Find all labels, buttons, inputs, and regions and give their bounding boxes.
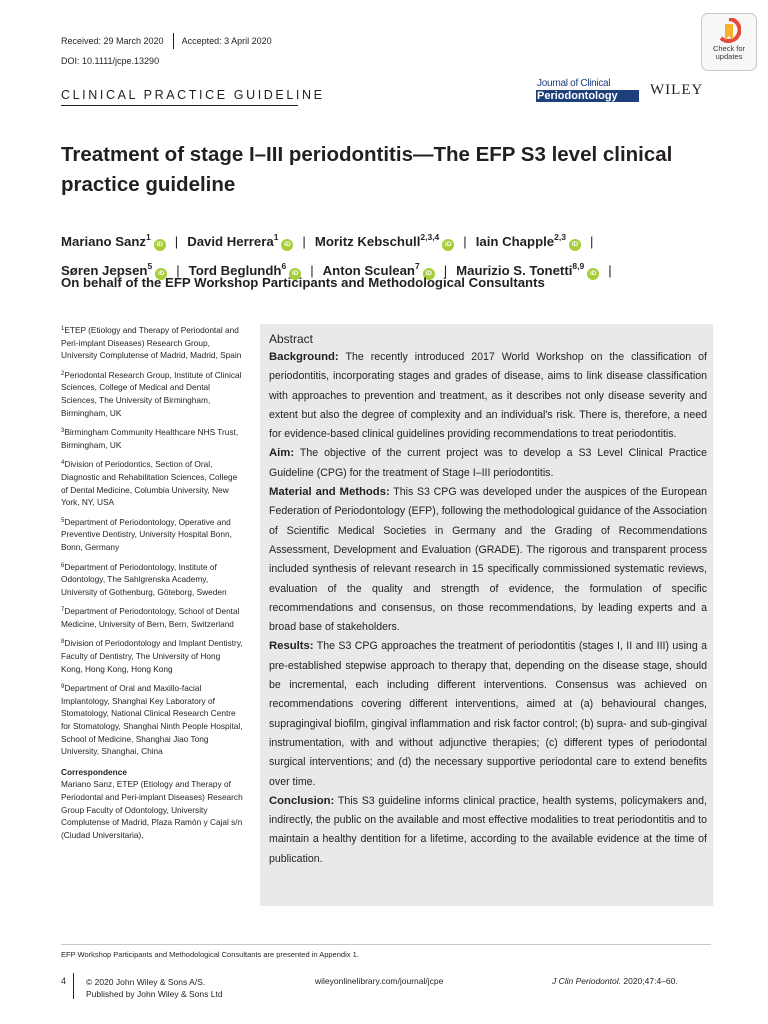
abstract-methods: Material and Methods: This S3 CPG was developed under the auspices of the European Federation of Periodontology (EFP), following the methodological guidance of the Association of Scientific Medical Societies in Germany and the Grading of Recommendations Assessment, Development and Evaluation (GRADE). The rigorous and transparent process included synthesis of relevant research in 15 specifically commissioned systematic reviews, evaluation of the quality and strength of evidence, the formulation of specific recommendations and consensus, on those recommendations, by leading experts and a broad base of stakeholders. [269,486,707,634]
abstract-box [260,324,713,906]
copyright: © 2020 John Wiley & Sons A/S. Published by John Wiley & Sons Ltd [86,977,223,999]
citation: J Clin Periodontol. 2020;47:4–60. [552,976,678,986]
abstract-aim: Aim: The objective of the current project was to develop a S3 Level Clinical Practice Guideline (CPG) for the treatment of Stage I–III periodontitis. [269,447,707,479]
affiliation: $^8$Division of Periodontology and Implant Dentistry, Faculty of Dentistry, The University of Hong Kong, Hong Kong, Hong Kong [61,638,243,674]
author[interactable]: Iain Chapple$^{2,3}$iD [476,234,581,249]
abstract-results: Results: The S3 CPG approaches the treatment of periodontitis (stages I, II and III) using a pre-established stepwise approach to therapy that, depending on the disease stage, should be incremental, each including different interventions. Consensus was achieved on recommendations covering different interventions, aimed at (a) behavioural changes, supragingival biofilm, gingival inflammation and risk factor control; (b) supra- and sub-gingival instrumentation, with and without adjunctive therapies; (c) different types of periodontal surgical interventions; and (d) the necessary supportive periodontal care to extend benefits over time. [269,640,707,788]
journal-logo-top: Journal of Clinical [536,78,639,90]
check-for-updates-label: Check for updates [712,44,746,61]
affiliation: $^6$Department of Periodontology, Institute of Odontology, The Sahlgrenska Academy, University of Gothenburg, Göteborg, Sweden [61,561,227,597]
journal-logo[interactable] [536,78,639,102]
section-label: CLINICAL PRACTICE GUIDELINE [61,88,325,102]
orcid-icon[interactable]: iD [423,268,435,280]
publisher-logo[interactable]: WILEY [650,82,704,98]
author[interactable]: Mariano Sanz$^1$iD [61,234,166,249]
affiliation: $^5$Department of Periodontology, Operative and Preventive Dentistry, University Hospital Bonn, Bonn, Germany [61,516,232,552]
orcid-icon[interactable]: iD [587,268,599,280]
author[interactable]: Anton Sculean$^7$iD [323,263,435,278]
author[interactable]: Moritz Kebschull$^{2,3,4}$iD [315,234,454,249]
journal-url-link[interactable]: wileyonlinelibrary.com/journal/jcpe [315,976,444,986]
author[interactable]: Maurizio S. Tonetti$^{8,9}$iD [456,263,599,278]
orcid-icon[interactable]: iD [155,268,167,280]
author-list: Mariano Sanz$^1$iD | David Herrera$^1$iD | Moritz Kebschull$^{2,3,4}$iD | Iain Chapple$^{2,3}$iD | Søren Jepsen$^5$iD | Tord Beglundh$^6$iD | Anton Sculean$^7$iD | Maurizio S. Tonetti$^{8,9}$iD | [61,232,612,278]
orcid-icon[interactable]: iD [289,268,301,280]
orcid-icon[interactable]: iD [154,239,166,251]
author[interactable]: Søren Jepsen$^5$iD [61,263,167,278]
section-underline [61,105,298,106]
on-behalf-line: On behalf of the EFP Workshop Participants and Methodological Consultants [61,275,545,290]
correspondence-text: Mariano Sanz, ETEP (Etiology and Therapy of Periodontal and Peri-implant Diseases) Research Group Faculty of Odontology, University Complutense of Madrid, Plaza Ramón y Cajal s/n (Ciudad Universitaria), [61,779,243,840]
doi-link[interactable]: DOI: 10.1111/jcpe.13290 [61,56,160,66]
affiliation: $^1$ETEP (Etiology and Therapy of Periodontal and Peri-implant Diseases) Research Group, University Complutense of Madrid, Madrid, Spain [61,325,242,361]
footnote: EFP Workshop Participants and Methodological Consultants are presented in Appendix 1. [61,950,359,959]
affiliation: $^9$Department of Oral and Maxillo-facial Implantology, Shanghai Key Laboratory of Stomatology, National Clinical Research Centre for Stomatology, Shanghai Ninth People Hospital, School of Medicine, Shanghai Jiao Tong University, Shanghai, China [61,683,243,757]
correspondence-heading: Correspondence [61,766,127,777]
orcid-icon[interactable]: iD [569,239,581,251]
footer-separator [73,973,74,999]
author[interactable]: David Herrera$^1$iD [187,234,293,249]
page-number: 4 [61,976,67,986]
article-title: Treatment of stage I–III periodontitis—The EFP S3 level clinical practice guideline [61,143,673,196]
affiliation: $^7$Department of Periodontology, School of Dental Medicine, University of Bern, Bern, Switzerland [61,606,240,629]
footnote-divider [61,944,711,945]
abstract-background: Background: The recently introduced 2017 World Workshop on the classification of periodontitis, incorporating stages and grades of disease, aims to link disease classification with approaches to prevention and treatment, as it describes not only disease severity and extent but also the degree of complexity and an individual's risk. There is, therefore, a need for evidence-based clinical guidelines providing recommendations to treat periodontitis. [269,351,707,441]
abstract-heading: Abstract [269,332,314,346]
journal-logo-bottom: Periodontology [536,90,639,102]
check-for-updates-button[interactable] [701,13,757,71]
received-date: Received: 29 March 2020 [61,36,164,46]
check-for-updates-icon [717,18,741,44]
accepted-date: Accepted: 3 April 2020 [181,36,272,46]
received-accepted-dates [61,36,272,49]
abstract-conclusion: Conclusion: This S3 guideline informs clinical practice, health systems, policymakers and, indirectly, the public on the available and most effective modalities to treat periodontitis and to maintain a healthy dentition for a lifetime, according to the available evidence at the time of publication. [269,794,707,865]
author[interactable]: Tord Beglundh$^6$iD [189,263,302,278]
affiliation: $^2$Periodontal Research Group, Institute of Clinical Sciences, College of Medical and Dental Sciences, The University of Birmingham, Birmingham, UK [61,369,242,418]
affiliation: $^3$Birmingham Community Healthcare NHS Trust, Birmingham, UK [61,427,239,450]
affiliations [61,323,243,841]
affiliation: $^4$Division of Periodontics, Section of Oral, Diagnostic and Rehabilitation Sciences, College of Dental Medicine, Columbia University, New York, NY, USA [61,459,238,508]
orcid-icon[interactable]: iD [281,239,293,251]
orcid-icon[interactable]: iD [442,239,454,251]
date-separator [173,33,174,49]
